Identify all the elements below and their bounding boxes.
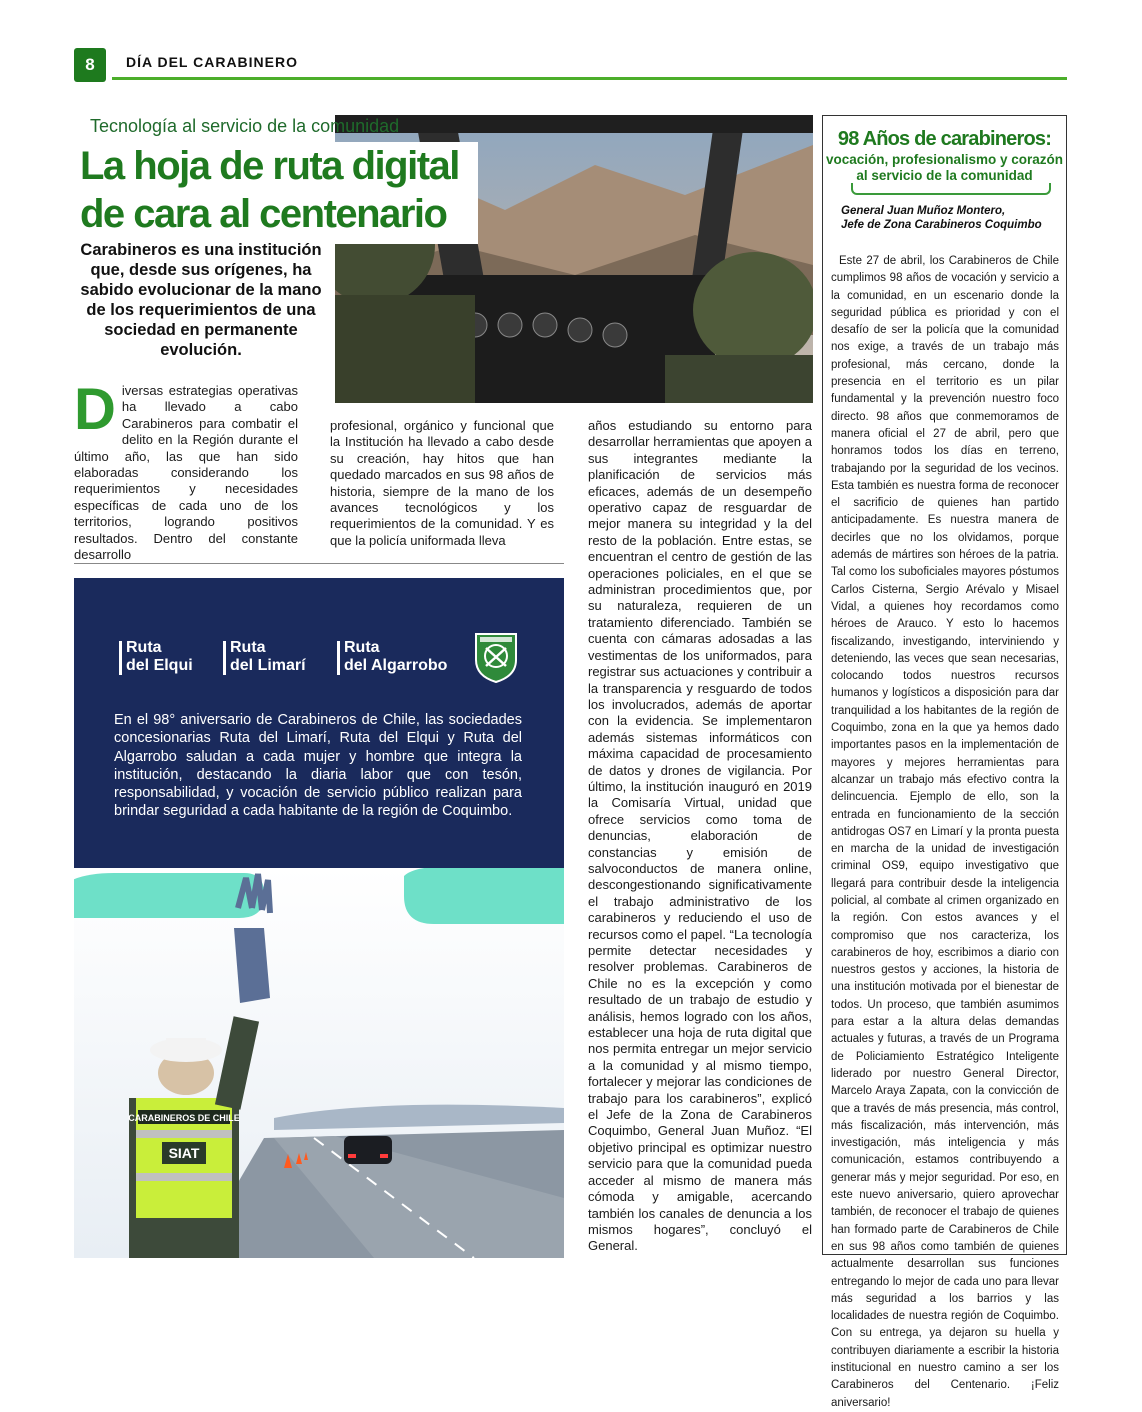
author-name: General Juan Muñoz Montero, bbox=[841, 205, 1006, 217]
ruta-elqui-line2: del Elqui bbox=[126, 657, 193, 674]
ruta-algarrobo-line1: Ruta bbox=[344, 639, 380, 656]
author-role: Jefe de Zona Carabineros Coquimbo bbox=[841, 219, 1042, 231]
section-title: DÍA DEL CARABINERO bbox=[126, 54, 299, 70]
logo-ruta-limari bbox=[230, 639, 306, 675]
sidebar-body bbox=[831, 253, 1059, 1412]
page-number: 8 bbox=[74, 48, 106, 82]
opinion-sidebar bbox=[822, 115, 1067, 1409]
concessionaires-ad bbox=[74, 578, 564, 1258]
vest-label: CARABINEROS DE CHILE bbox=[128, 1113, 240, 1123]
column-1-text: iversas estrategias operativas ha llevado a cabo Carabineros para combatir el delito en la Región durante el último año, las que han sido elaboradas considerando los requerimientos y necesidades específicas de cada uno de los territorios, logrando positivos resultados. Dentro del constante desarrollo bbox=[74, 383, 298, 563]
header-rule bbox=[112, 77, 1067, 80]
ruta-limari-line1: Ruta bbox=[230, 639, 266, 656]
column-2-text: profesional, orgánico y funcional que la Institución ha llevado a cabo desde su creación, hay hitos que han quedado marcados en sus 98 años de historia, siempre de la mano de los avances tecnológicos y los requerimientos de la comunidad. Y es que la policía uniformada lleva bbox=[330, 418, 554, 548]
ruta-limari-line2: del Limarí bbox=[230, 657, 306, 674]
traffic-officer-photo bbox=[74, 868, 564, 1258]
article-kicker: Tecnología al servicio de la comunidad bbox=[90, 116, 400, 136]
ad-message: En el 98° aniversario de Carabineros de Chile, las sociedades concesionarias Ruta del Limarí, Ruta del Elqui y Ruta del Algarrobo saludan a cada mujer y hombre que integra la institución, destacando la diaria labor que con tesón, responsabilidad, y vocación de servicio público realizan para brindar seguridad a cada habitante de la región de Coquimbo. bbox=[114, 712, 522, 820]
article-headline: La hoja de ruta digital de cara al centenario bbox=[80, 142, 478, 244]
carabineros-emblem-icon bbox=[472, 630, 520, 684]
logo-ruta-elqui bbox=[126, 639, 193, 675]
dropcap: D bbox=[74, 377, 116, 442]
column-3-text: años estudiando su entorno para desarrollar herramientas que apoyen a sus integrantes mediante la planificación de servicios más eficaces, además de un desempeño operativo capaz de resguardar de mejor manera su integridad y la del resto de la población. Entre estas, se encuentran el centro de gestión de las operaciones policiales, en el que se administran procedimientos que, por su naturaleza, requieren de un tratamiento diferenciado. También se cuenta con cámaras adosadas a las vestimentas de los uniformados, para registrar sus actuaciones y contribuir a la transparencia y resguardo de todos los involucrados, además de aportar con la evidencia. Se implementaron además sistemas informáticos con máxima capacidad de procesamiento de datos y drones de vigilancia. Por último, la institución inauguró en 2019 la Comisaría Virtual, unidad que ofrece servicios como toma de denuncias, elaboración de constancias y emisión de salvoconductos de manera online, descongestionando significativamente el trabajo administrativo de los carabineros y reduciendo el uso de recursos como el papel. “La tecnología permite detectar necesidades y resolver problemas. Carabineros de Chile no es la excepción y como resultado de un trabajo de estudio y análisis, hemos logrado con los años, establecer una hoja de ruta digital que nos permita entregar un mejor servicio a la comunidad y al mismo tiempo, fortalecer y mejorar las condiciones de trabajo para los carabineros”, explicó el Jefe de la Zona de Carabineros Coquimbo, General Juan Muñoz. “El objetivo principal es optimizar nuestro servicio para que la comunidad pueda acceder al mismo de manera más cómoda y amigable, acercando también los canales de denuncia a los mismos hogares”, concluyó el General. bbox=[588, 418, 813, 1254]
ruta-elqui-line1: Ruta bbox=[126, 639, 162, 656]
article-column-2 bbox=[330, 418, 554, 549]
speech-bubble-decoration bbox=[851, 183, 1051, 195]
sidebar-title: 98 Años de carabineros: bbox=[837, 128, 1052, 150]
sidebar-author bbox=[841, 204, 1061, 232]
ruta-algarrobo-line2: del Algarrobo bbox=[344, 657, 448, 674]
article-column-3 bbox=[588, 418, 812, 1255]
logo-ruta-algarrobo bbox=[344, 639, 447, 675]
article-lede: Carabineros es una institución que, desde sus orígenes, ha sabido evolucionar de la mano de los requerimientos de una sociedad en permanente evolución. bbox=[80, 241, 322, 359]
vest-badge: SIAT bbox=[168, 1145, 200, 1161]
column-divider bbox=[74, 563, 564, 564]
article-column-1 bbox=[74, 377, 298, 563]
sidebar-body-text: Este 27 de abril, los Carabineros de Chile cumplimos 98 años de vocación y servicio a la comunidad, en un escenario donde la seguridad pública es prioridad y con el desafío de ser la policía que la comunidad nos exige, a través de un trabajo más profesional, más cercano, donde la presencia en el territorio es un pilar fundamental y la prevención nuestro foco directo. 98 años que conmemoramos de manera oficial el 27 de abril, pero que honramos todos los días en terreno, trabajando por la seguridad de los vecinos. Esta también es nuestra forma de reconocer el sacrificio de quienes han partido anticipadamente. Es nuestra manera de decirles que no los olvidamos, porque además de mártires son héroes de la patria. Tal como los suboficiales mayores póstumos Carlos Cisterna, Sergio Arévalo y Misael Vidal, a quienes hoy recordamos como héroes de Arauco. Y esto lo hacemos fiscalizando, investigando, interviniendo y deteniendo, las veces que sean necesarias, colocando todos nuestros recursos humanos y logísticos a disposición para dar tranquilidad a los habitantes de la región de Coquimbo, zona en la que ya hemos dado importantes pasos en la implementación de mayores y mejores herramientas para alcanzar un trabajo más efectivo contra la delincuencia. Ejemplo de ello, son la entrada en funcionamiento de la sección antidrogas OS7 en Limarí y la pronta puesta en marcha de la unidad de investigación criminal OS9, equipo investigativo que llegará para contribuir desde la inteligencia policial, al combate al crimen organizado en la región. Con estos avances y el compromiso que nos caracteriza, los carabineros de hoy, escribimos a diario con nuestros gestos y acciones, la historia de una institución motivada por el bienestar de todos. Un proceso, que también asumimos para estar a la altura delas demandas actuales y futuras, a través de un Programa de Policiamiento Estratégico Inteligente liderado por nuestro General Director, Marcelo Araya Zapata, con la convicción de que a través de más presencia, más control, más fiscalización, más intervención, más investigación, más inteligencia y más comunicación, estamos contribuyendo a generar más y mejor seguridad. Por eso, en este nuevo aniversario, quiero aprovechar también, de reconocer el trabajo de quienes han formado parte de Carabineros de Chile en sus 98 años como también de quienes actualmente desarrollan sus funciones entregando lo mejor de cada uno para llevar más seguridad a los barrios y las localidades de nuestra región de Coquimbo. Con su entrega, ya dejaron su huella y contribuyen diariamente a escribir la historia institucional en nuestro camino a ser los Carabineros del Centenario. ¡Feliz aniversario! bbox=[831, 255, 1059, 1409]
sidebar-subtitle: vocación, profesionalismo y corazón al servicio de la comunidad bbox=[825, 152, 1064, 183]
